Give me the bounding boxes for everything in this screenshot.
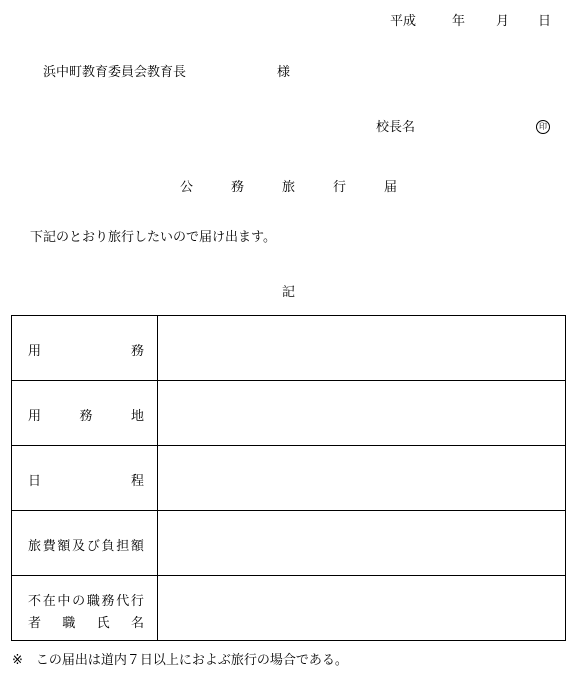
label-text-line2 <box>28 612 144 631</box>
label-char: 氏 <box>96 616 110 631</box>
label-char: 額 <box>57 539 71 554</box>
label-cell-yomuchi <box>12 381 158 446</box>
label-char: 用 <box>28 409 42 424</box>
title-char: 務 <box>231 180 245 195</box>
ki-heading: 記 <box>282 285 296 300</box>
label-text-line1 <box>28 590 144 609</box>
addressee-name: 浜中町教育委員会教育長 <box>43 65 187 80</box>
label-cell-ryohi <box>12 511 158 576</box>
label-char: 額 <box>130 539 144 554</box>
title-char: 旅 <box>282 180 296 195</box>
date-era: 平成 <box>390 14 417 29</box>
label-cell-daiko <box>12 576 158 641</box>
label-char: 旅 <box>28 539 42 554</box>
label-cell-yomu <box>12 316 158 381</box>
table-row <box>12 381 566 446</box>
label-char: 行 <box>130 594 144 609</box>
label-char: 負 <box>101 539 115 554</box>
principal-label: 校長名 <box>376 120 416 135</box>
label-char: の <box>72 594 86 609</box>
title-char: 届 <box>384 180 398 195</box>
value-cell-ryohi[interactable] <box>158 511 566 576</box>
label-char: 中 <box>57 594 71 609</box>
intro-text: 下記のとおり旅行したいので届け出ます。 <box>30 230 276 245</box>
label-char: 務 <box>130 344 144 359</box>
label-char: 担 <box>116 539 130 554</box>
label-char: 代 <box>116 594 130 609</box>
label-char: 費 <box>42 539 56 554</box>
title-char: 行 <box>333 180 347 195</box>
label-char: 職 <box>86 594 100 609</box>
seal-mark: 印 <box>536 120 550 134</box>
date-month: 月 <box>496 14 510 29</box>
date-year: 年 <box>452 14 466 29</box>
label-char: 地 <box>130 409 144 424</box>
travel-form-table <box>11 315 566 641</box>
date-day: 日 <box>538 14 552 29</box>
label-char: 用 <box>28 344 42 359</box>
table-row <box>12 316 566 381</box>
label-char: 在 <box>42 594 56 609</box>
table-row <box>12 446 566 511</box>
addressee-honorific: 様 <box>277 65 291 80</box>
title-char: 公 <box>180 180 194 195</box>
label-text <box>28 405 144 424</box>
label-char: 務 <box>79 409 93 424</box>
label-char: 名 <box>130 616 144 631</box>
label-text <box>28 535 144 554</box>
label-char: 不 <box>28 594 42 609</box>
label-char: 及 <box>72 539 86 554</box>
footnote: ※ この届出は道内７日以上におよぶ旅行の場合である。 <box>12 653 348 668</box>
label-char: 日 <box>28 474 42 489</box>
label-char: 者 <box>28 616 42 631</box>
label-char: 務 <box>101 594 115 609</box>
table-row <box>12 511 566 576</box>
value-cell-nittei[interactable] <box>158 446 566 511</box>
value-cell-yomuchi[interactable] <box>158 381 566 446</box>
label-char: 職 <box>62 616 76 631</box>
label-text <box>28 340 144 359</box>
label-char: 程 <box>130 474 144 489</box>
label-cell-nittei <box>12 446 158 511</box>
label-text <box>28 470 144 489</box>
label-char: び <box>86 539 100 554</box>
value-cell-daiko[interactable] <box>158 576 566 641</box>
table-row <box>12 576 566 641</box>
value-cell-yomu[interactable] <box>158 316 566 381</box>
